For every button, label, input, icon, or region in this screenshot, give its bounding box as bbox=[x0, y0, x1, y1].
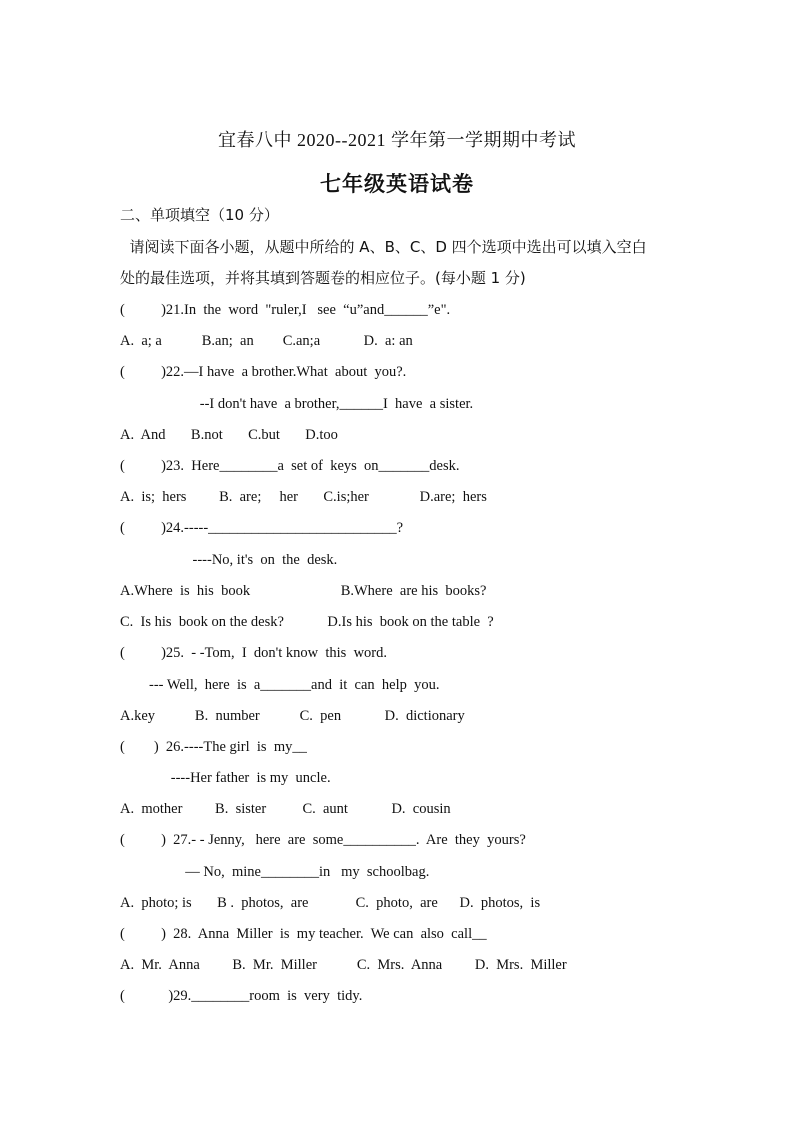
question-25-options: A.key B. number C. pen D. dictionary bbox=[120, 708, 465, 724]
question-27-stem: ( ) 27.- - Jenny, here are some__________. Are they yours? bbox=[120, 832, 526, 848]
question-26-stem: ( ) 26.----The girl is my__ bbox=[120, 739, 307, 755]
question-23-stem: ( )23. Here________a set of keys on_______desk. bbox=[120, 458, 460, 474]
section-heading: 二、单项填空（10 分） bbox=[120, 206, 279, 224]
question-21-stem: ( )21.In the word "ruler,I see “u”and______”e". bbox=[120, 302, 451, 318]
question-22-stem: ( )22.—I have a brother.What about you?. bbox=[120, 364, 407, 380]
question-21-options: A. a; a B.an; an C.an;a D. a: an bbox=[120, 333, 413, 349]
question-23-options: A. is; hers B. are; her C.is;her D.are; hers bbox=[120, 489, 487, 505]
question-29-stem: ( )29.________room is very tidy. bbox=[120, 988, 363, 1004]
instruction-line-2: 处的最佳选项，并将其填到答题卷的相应位子。(每小题 1 分) bbox=[120, 269, 526, 287]
question-28-options: A. Mr. Anna B. Mr. Miller C. Mrs. Anna D. Mrs. Miller bbox=[120, 957, 567, 973]
question-25-response: --- Well, here is a_______and it can help you. bbox=[120, 677, 440, 693]
question-22-response: --I don't have a brother,______I have a sister. bbox=[120, 396, 474, 412]
question-26-response: ----Her father is my uncle. bbox=[120, 770, 331, 786]
question-22-options: A. And B.not C.but D.too bbox=[120, 427, 338, 443]
instruction-line-1: 请阅读下面各小题，从题中所给的 A、B、C、D 四个选项中选出可以填入空白 bbox=[120, 238, 647, 256]
exam-title: 宜春八中 2020--2021 学年第一学期期中考试 bbox=[218, 130, 576, 150]
question-24-stem: ( )24.-----__________________________? bbox=[120, 520, 404, 536]
exam-subtitle: 七年级英语试卷 bbox=[320, 172, 474, 196]
question-26-options: A. mother B. sister C. aunt D. cousin bbox=[120, 801, 451, 817]
question-27-options: A. photo; is B . photos, are C. photo, are D. photos, is bbox=[120, 895, 541, 911]
question-25-stem: ( )25. - -Tom, I don't know this word. bbox=[120, 645, 388, 661]
question-24-options-ab: A.Where is his book B.Where are his books? bbox=[120, 583, 487, 599]
question-24-options-cd: C. Is his book on the desk? D.Is his book on the table ? bbox=[120, 614, 494, 630]
question-27-response: — No, mine________in my schoolbag. bbox=[120, 864, 430, 880]
question-24-response: ----No, it's on the desk. bbox=[120, 552, 338, 568]
question-28-stem: ( ) 28. Anna Miller is my teacher. We can also call__ bbox=[120, 926, 487, 942]
